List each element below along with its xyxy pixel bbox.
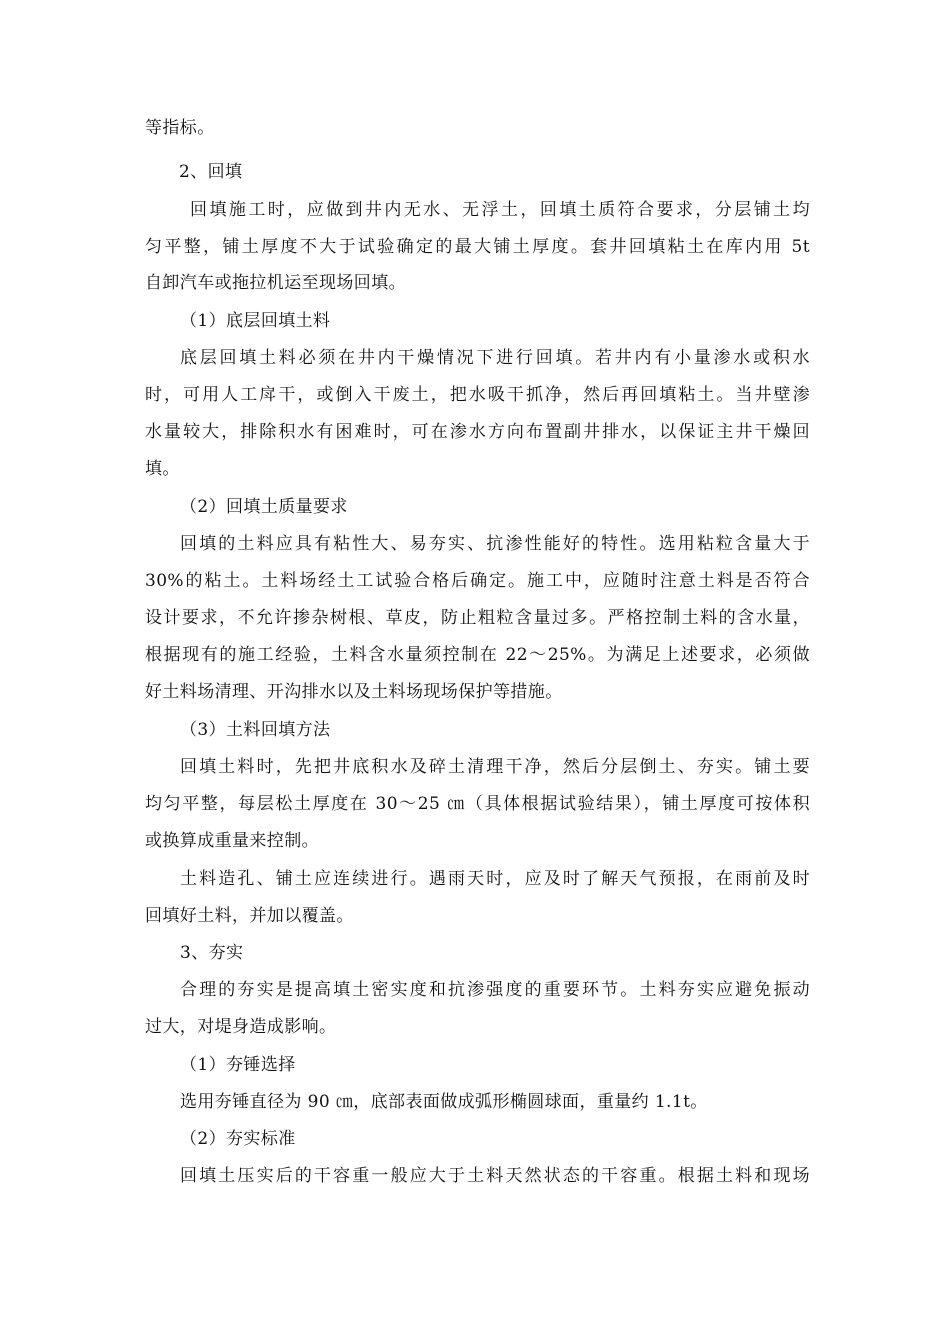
paragraph-line: 土料造孔、铺土应连续进行。遇雨天时，应及时了解天气预报，在雨前及时: [180, 869, 810, 889]
paragraph-line: 底层回填土料必须在井内干燥情况下进行回填。若井内有小量渗水或积水: [180, 348, 810, 368]
paragraph-line: 回填的土料应具有粘性大、易夯实、抗渗性能好的特性。选用粘粒含量大于: [180, 534, 810, 554]
section-heading: 2、回填: [179, 162, 243, 182]
subsection-heading: （1）夯锤选择: [180, 1055, 296, 1075]
paragraph-line: 或换算成重量来控制。: [145, 831, 319, 851]
paragraph-line: 回填土料时，先把井底积水及碎土清理干净，然后分层倒土、夯实。铺土要: [180, 757, 810, 777]
paragraph-line: 合理的夯实是提高填土密实度和抗渗强度的重要环节。土料夯实应避免振动: [180, 980, 810, 1000]
paragraph-line: 水量较大，排除积水有困难时，可在渗水方向布置副井排水，以保证主井干燥回: [145, 422, 810, 442]
paragraph-line: 30%的粘土。土料场经土工试验合格后确定。施工中，应随时注意土料是否符合: [145, 571, 810, 591]
paragraph-line: 匀平整，铺土厚度不大于试验确定的最大铺土厚度。套井回填粘土在库内用 5t: [145, 237, 810, 257]
paragraph-line: 选用夯锤直径为 90 ㎝，底部表面做成弧形椭圆球面，重量约 1.1t。: [180, 1092, 708, 1112]
paragraph-line: 过大，对堤身造成影响。: [145, 1017, 337, 1037]
section-heading: 3、夯实: [180, 943, 244, 963]
paragraph-line: 好土料场清理、开沟排水以及土料场现场保护等措施。: [145, 682, 563, 702]
subsection-heading: （1）底层回填土料: [180, 311, 331, 331]
subsection-heading: （2）夯实标准: [180, 1129, 296, 1149]
paragraph-line: 填。: [145, 459, 180, 479]
subsection-heading: （3）土料回填方法: [180, 720, 331, 740]
subsection-heading: （2）回填土质量要求: [180, 497, 348, 517]
paragraph-line: 回填好土料，并加以覆盖。: [145, 906, 354, 926]
paragraph-line: 回填施工时，应做到井内无水、无浮土，回填土质符合要求，分层铺土均: [190, 200, 810, 220]
text-line: 等指标。: [145, 118, 215, 138]
paragraph-line: 根据现有的施工经验，土料含水量须控制在 22～25%。为满足上述要求，必须做: [145, 645, 810, 665]
paragraph-line: 回填土压实后的干容重一般应大于土料天然状态的干容重。根据土料和现场: [180, 1166, 810, 1186]
paragraph-line: 时，可用人工戽干，或倒入干废土，把水吸干抓净，然后再回填粘土。当井壁渗: [145, 385, 810, 405]
paragraph-line: 自卸汽车或拖拉机运至现场回填。: [145, 273, 406, 293]
paragraph-line: 设计要求，不允许掺杂树根、草皮，防止粗粒含量过多。严格控制土料的含水量，: [145, 608, 810, 628]
paragraph-line: 均匀平整，每层松土厚度在 30～25 ㎝（具体根据试验结果），铺土厚度可按体积: [145, 794, 810, 814]
